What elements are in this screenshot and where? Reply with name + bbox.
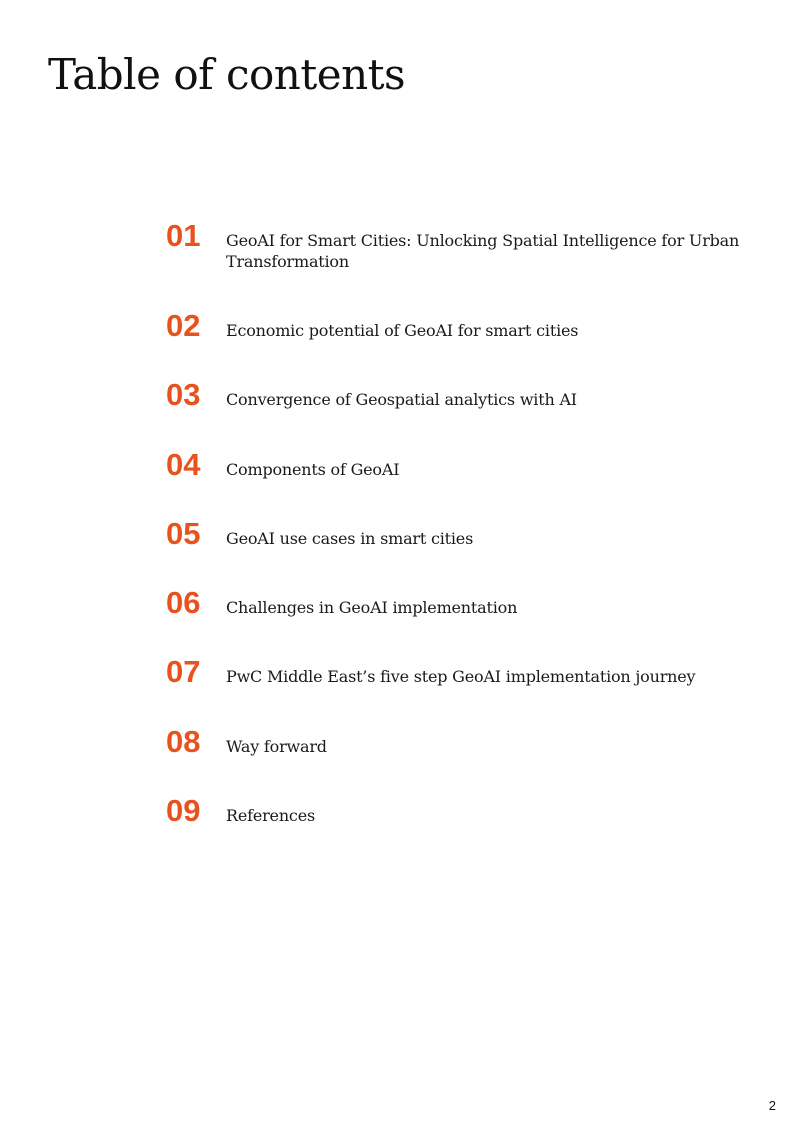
toc-item-06[interactable] xyxy=(166,587,746,656)
toc-number: 07 xyxy=(166,654,201,690)
toc-number: 08 xyxy=(166,723,201,759)
toc-item-08[interactable] xyxy=(166,723,746,795)
toc-title: GeoAI for Smart Cities: Unlocking Spatial Intelligence for Urban Transformation xyxy=(226,231,740,271)
page-number: 2 xyxy=(768,1098,776,1113)
toc-number: 06 xyxy=(166,585,201,621)
toc-number: 02 xyxy=(166,308,201,343)
toc-item-09[interactable] xyxy=(166,795,746,864)
toc-item-04[interactable] xyxy=(166,446,746,518)
toc-title: Economic potential of GeoAI for smart cities xyxy=(226,321,579,340)
toc-title: GeoAI use cases in smart cities xyxy=(226,528,474,548)
toc-title: References xyxy=(226,806,315,826)
page-title: Table of contents xyxy=(48,50,406,99)
toc-item-07[interactable] xyxy=(166,656,746,725)
toc-title: Convergence of Geospatial analytics with AI xyxy=(226,390,577,410)
toc-item-01[interactable] xyxy=(166,220,746,310)
toc-number: 01 xyxy=(166,218,201,253)
toc-number: 04 xyxy=(166,446,201,482)
toc-item-03[interactable] xyxy=(166,379,746,448)
toc-item-02[interactable] xyxy=(166,310,746,379)
toc-number: 05 xyxy=(166,515,201,551)
toc-number: 09 xyxy=(166,793,201,829)
toc-title: Way forward xyxy=(226,736,327,756)
toc-title: Components of GeoAI xyxy=(226,459,400,479)
table-of-contents xyxy=(166,220,746,864)
toc-item-05[interactable] xyxy=(166,515,746,587)
toc-number: 03 xyxy=(166,377,201,413)
toc-title: PwC Middle East’s five step GeoAI implementation journey xyxy=(226,667,696,687)
toc-title: Challenges in GeoAI implementation xyxy=(226,598,518,618)
